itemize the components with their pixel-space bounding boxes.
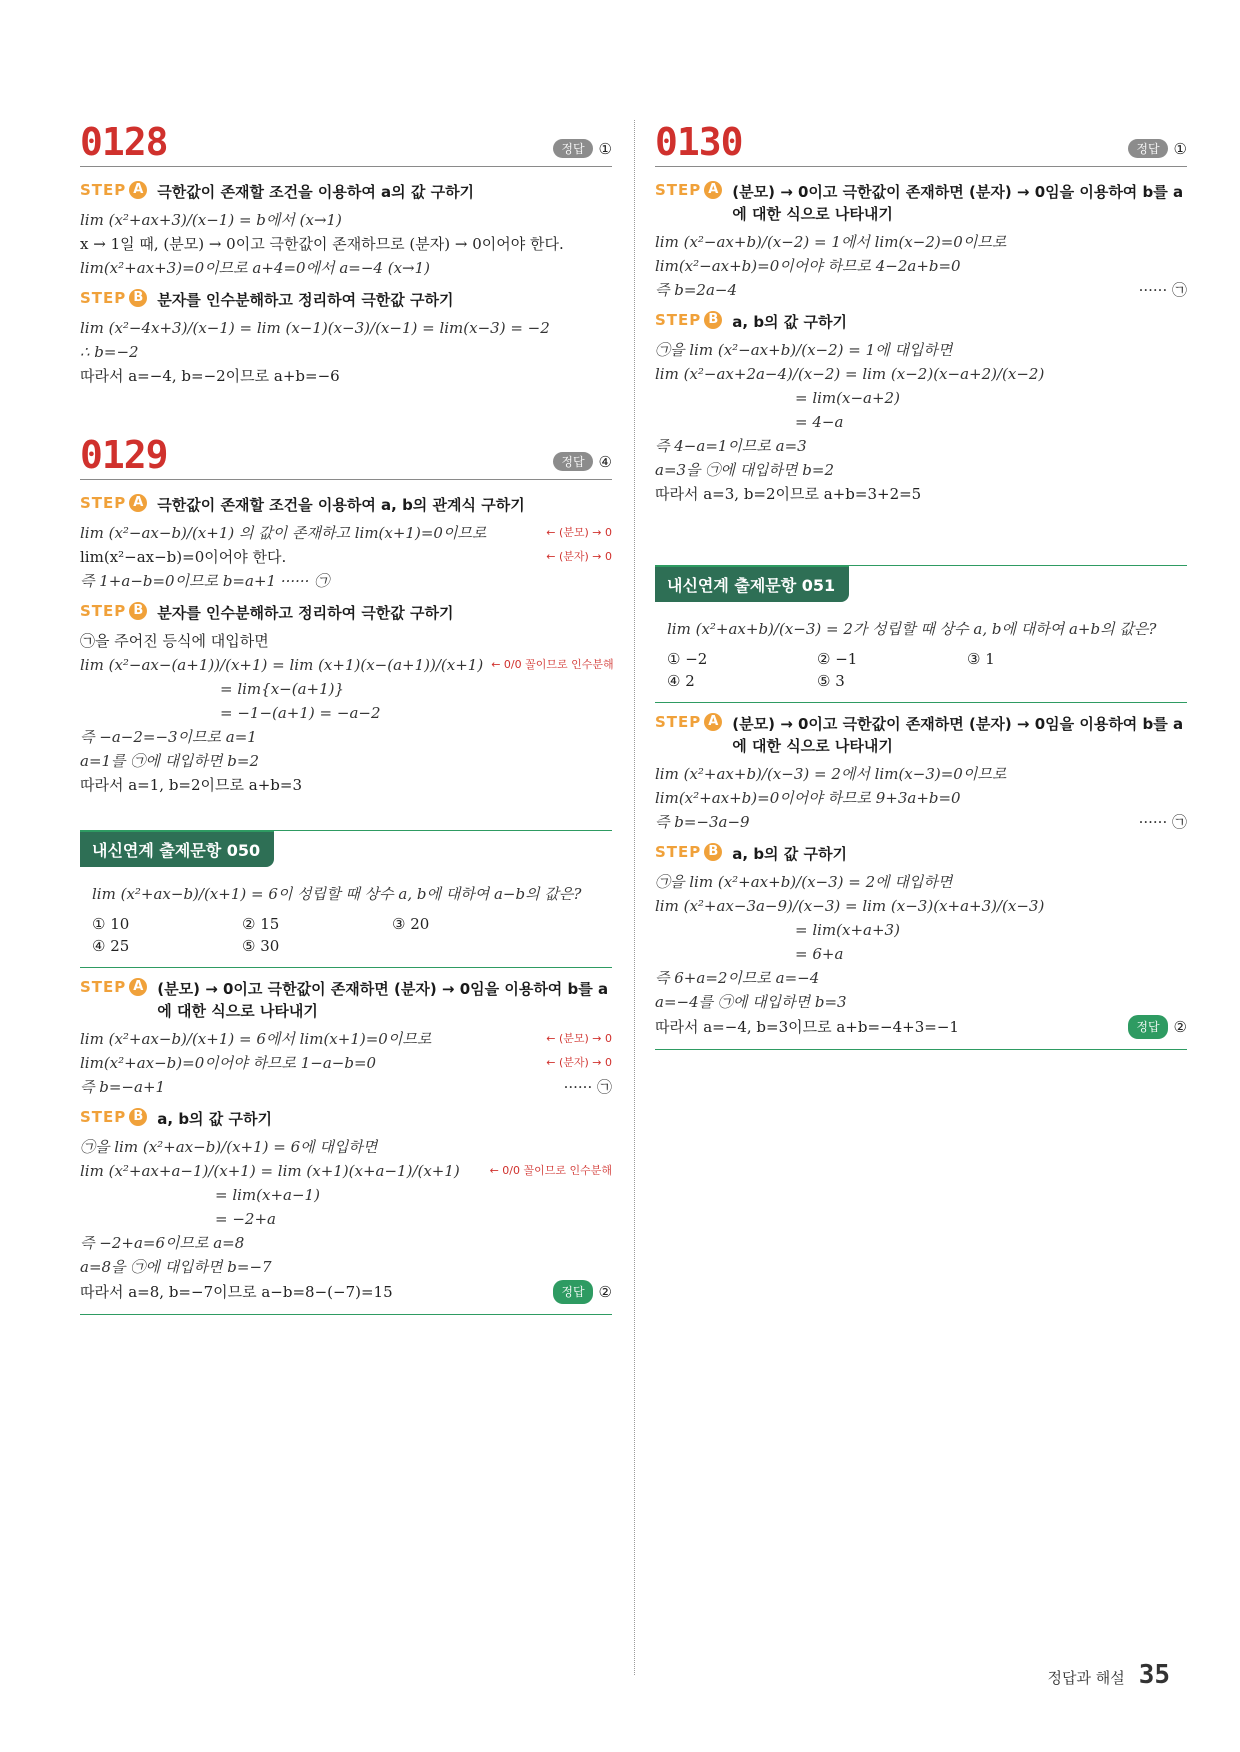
choice-5[interactable]: ⑤ 30 — [242, 937, 280, 955]
answer-value: ② — [1173, 1018, 1187, 1036]
solution-line: lim(x²−ax−b)=0이어야 한다. ← (분자) → 0 — [80, 548, 612, 566]
step-a — [655, 181, 1187, 225]
problem-header — [80, 433, 612, 480]
step-letter-icon: A — [129, 494, 147, 512]
step-a — [80, 181, 612, 203]
answer-value: ④ — [598, 452, 612, 471]
choice-list — [667, 650, 1175, 690]
step-title: (분모) → 0이고 극한값이 존재하면 (분자) → 0임을 이용하여 b를 a에 대한 식으로 나타내기 — [732, 183, 1184, 223]
step-title: (분모) → 0이고 극한값이 존재하면 (분자) → 0임을 이용하여 b를 a에 대한 식으로 나타내기 — [157, 980, 609, 1020]
answer-tag — [553, 1280, 612, 1304]
related-question-051 — [655, 565, 1187, 703]
solution-line: = lim(x+a+3) — [795, 921, 900, 939]
step-tag: STEP B — [80, 289, 147, 307]
problem-header — [655, 120, 1187, 167]
step-tag: STEP B — [80, 602, 147, 620]
left-column — [80, 120, 612, 1315]
step-tag: STEP A — [80, 978, 147, 996]
solution-line: ㉠을 lim (x²−ax+b)/(x−2) = 1에 대입하면 — [655, 341, 953, 359]
choice-1[interactable]: ① −2 — [667, 650, 708, 668]
choice-2[interactable]: ② −1 — [817, 650, 858, 668]
solution-line: lim(x²−ax+b)=0이어야 하므로 4−2a+b=0 — [655, 257, 961, 275]
step-letter-icon: A — [704, 181, 722, 199]
problem-header — [80, 120, 612, 167]
step-letter-icon: B — [704, 311, 722, 329]
step-tag: STEP A — [655, 713, 722, 731]
step-tag: STEP A — [80, 494, 147, 512]
solution-line: lim (x²+ax−b)/(x+1) = 6에서 lim(x+1)=0이므로 ← (분모) → 0 — [80, 1030, 612, 1048]
solution-line: 즉 −2+a=6이므로 a=8 — [80, 1234, 245, 1252]
solution-line: = 6+a — [795, 945, 844, 963]
right-column — [655, 120, 1187, 1050]
solution-line: 즉 1+a−b=0이므로 b=a+1 ······ ㉠ — [80, 572, 330, 590]
solution-line: ∴ b=−2 — [80, 343, 139, 361]
solution-line: 즉 b=2a−4 ······ ㉠ — [655, 281, 1187, 299]
circle-mark: ······ ㉠ — [1138, 813, 1187, 831]
solution-line: 따라서 a=−4, b=3이므로 a+b=−4+3=−1 정답 ② — [655, 1015, 1187, 1039]
solution-line: lim(x²+ax+3)=0이므로 a+4=0에서 a=−4 (x→1) — [80, 259, 431, 277]
column-divider — [634, 120, 635, 1675]
solution-line: 즉 −a−2=−3이므로 a=1 — [80, 728, 257, 746]
question-text: lim (x²+ax+b)/(x−3) = 2가 성립할 때 상수 a, b에 대하여 a+b의 값은? — [667, 620, 1157, 638]
solution-line: a=8을 ㉠에 대입하면 b=−7 — [80, 1258, 272, 1276]
step-a — [80, 494, 612, 516]
solution-line: lim (x²+ax+3)/(x−1) = b에서 (x→1) — [80, 211, 342, 229]
solution-line: 따라서 a=1, b=2이므로 a+b=3 — [80, 776, 303, 794]
answer-value: ② — [598, 1283, 612, 1301]
side-note: ← 0/0 꼴이므로 인수분해 — [491, 658, 614, 671]
answer-badge: 정답 — [553, 1280, 592, 1304]
solution-line: x → 1일 때, (분모) → 0이고 극한값이 존재하므로 (분자) → 0이어야 한다. — [80, 235, 564, 253]
step-tag: STEP B — [80, 1108, 147, 1126]
related-question-050 — [80, 830, 612, 968]
side-note: ← (분자) → 0 — [546, 550, 612, 563]
side-note: ← (분모) → 0 — [546, 526, 612, 539]
solution-line: = 4−a — [795, 413, 844, 431]
step-tag: STEP B — [655, 311, 722, 329]
step-title: (분모) → 0이고 극한값이 존재하면 (분자) → 0임을 이용하여 b를 a에 대한 식으로 나타내기 — [732, 715, 1184, 755]
solution-line: ㉠을 lim (x²+ax+b)/(x−3) = 2에 대입하면 — [655, 873, 953, 891]
solution-line: lim (x²+ax+a−1)/(x+1) = lim (x+1)(x+a−1)/(x+1) ← 0/0 꼴이므로 인수분해 — [80, 1162, 612, 1180]
question-text: lim (x²+ax−b)/(x+1) = 6이 성립할 때 상수 a, b에 대하여 a−b의 값은? — [92, 885, 582, 903]
step-title: a, b의 값 구하기 — [157, 1110, 272, 1128]
solution-line: 따라서 a=8, b=−7이므로 a−b=8−(−7)=15 정답 ② — [80, 1280, 612, 1304]
problem-number: 0130 — [655, 120, 743, 164]
solution-line: = lim(x−a+2) — [795, 389, 900, 407]
choice-1[interactable]: ① 10 — [92, 915, 130, 933]
solution-line: lim (x²−ax+2a−4)/(x−2) = lim (x−2)(x−a+2)/(x−2) — [655, 365, 1045, 383]
answer-badge: 정답 — [553, 452, 592, 471]
related-solution-050 — [80, 978, 612, 1315]
step-b — [655, 843, 1187, 865]
solution-line: lim (x²−ax−b)/(x+1) 의 값이 존재하고 lim(x+1)=0이므로 ← (분모) → 0 — [80, 524, 612, 542]
solution-line: 즉 b=−3a−9 ······ ㉠ — [655, 813, 1187, 831]
step-b — [80, 1108, 612, 1130]
solution-line: lim (x²−4x+3)/(x−1) = lim (x−1)(x−3)/(x−1) = lim(x−3) = −2 — [80, 319, 550, 337]
step-letter-icon: B — [129, 602, 147, 620]
problem-number: 0128 — [80, 120, 168, 164]
answer-badge: 정답 — [1128, 139, 1167, 158]
solution-line: = −2+a — [215, 1210, 276, 1228]
answer-tag — [1128, 139, 1187, 158]
problem-0128 — [80, 120, 612, 387]
step-letter-icon: A — [129, 978, 147, 996]
step-tag: STEP A — [80, 181, 147, 199]
solution-line: lim(x²+ax+b)=0이어야 하므로 9+3a+b=0 — [655, 789, 961, 807]
solution-line: 따라서 a=3, b=2이므로 a+b=3+2=5 — [655, 485, 922, 503]
solution-line: 따라서 a=−4, b=−2이므로 a+b=−6 — [80, 367, 340, 385]
footer-label: 정답과 해설 — [1047, 1669, 1125, 1687]
solution-line: lim(x²+ax−b)=0이어야 하므로 1−a−b=0 ← (분자) → 0 — [80, 1054, 612, 1072]
step-a — [655, 713, 1187, 757]
solution-line: ㉠을 lim (x²+ax−b)/(x+1) = 6에 대입하면 — [80, 1138, 378, 1156]
choice-list — [92, 915, 600, 955]
solution-line: ㉠을 주어진 등식에 대입하면 — [80, 632, 269, 650]
solution-line: a=3을 ㉠에 대입하면 b=2 — [655, 461, 835, 479]
solution-line: = lim(x+a−1) — [215, 1186, 320, 1204]
answer-badge: 정답 — [1128, 1015, 1167, 1039]
related-solution-051 — [655, 713, 1187, 1050]
solution-line: 즉 6+a=2이므로 a=−4 — [655, 969, 820, 987]
problem-0130 — [655, 120, 1187, 505]
solution-line: = lim{x−(a+1)} — [220, 680, 345, 698]
step-title: 분자를 인수분해하고 정리하여 극한값 구하기 — [157, 604, 454, 622]
step-a — [80, 978, 612, 1022]
problem-number: 0129 — [80, 433, 168, 477]
answer-tag — [1128, 1015, 1187, 1039]
answer-value: ① — [598, 139, 612, 158]
page-footer — [1047, 1660, 1170, 1690]
answer-tag — [553, 139, 612, 158]
choice-2[interactable]: ② 15 — [242, 915, 280, 933]
step-letter-icon: A — [129, 181, 147, 199]
solution-line: lim (x²+ax−3a−9)/(x−3) = lim (x−3)(x+a+3)/(x−3) — [655, 897, 1045, 915]
answer-badge: 정답 — [553, 139, 592, 158]
choice-4[interactable]: ④ 25 — [92, 937, 130, 955]
circle-mark: ······ ㉠ — [563, 1078, 612, 1096]
step-letter-icon: B — [129, 1108, 147, 1126]
step-title: a, b의 값 구하기 — [732, 845, 847, 863]
related-question-header: 내신연계 출제문항 051 — [655, 566, 849, 602]
related-question-header: 내신연계 출제문항 050 — [80, 831, 274, 867]
solution-line: a=−4를 ㉠에 대입하면 b=3 — [655, 993, 847, 1011]
circle-mark: ······ ㉠ — [1138, 281, 1187, 299]
side-note: ← 0/0 꼴이므로 인수분해 — [489, 1164, 612, 1177]
step-b — [80, 289, 612, 311]
step-tag: STEP B — [655, 843, 722, 861]
step-letter-icon: B — [129, 289, 147, 307]
solution-line: a=1를 ㉠에 대입하면 b=2 — [80, 752, 260, 770]
choice-5[interactable]: ⑤ 3 — [817, 672, 845, 690]
side-note: ← (분자) → 0 — [546, 1056, 612, 1069]
page-number: 35 — [1138, 1660, 1170, 1690]
step-letter-icon: A — [704, 713, 722, 731]
step-title: a, b의 값 구하기 — [732, 313, 847, 331]
choice-3[interactable]: ③ 20 — [392, 915, 430, 933]
solution-line: 즉 4−a=1이므로 a=3 — [655, 437, 807, 455]
problem-0129 — [80, 433, 612, 796]
solution-line: = −1−(a+1) = −a−2 — [220, 704, 381, 722]
related-question-body — [655, 602, 1187, 690]
solution-line: lim (x²+ax+b)/(x−3) = 2에서 lim(x−3)=0이므로 — [655, 765, 1007, 783]
solution-line: lim (x²−ax−(a+1))/(x+1) = lim (x+1)(x−(a+1))/(x+1) ← 0/0 꼴이므로 인수분해 — [80, 656, 614, 674]
choice-3[interactable]: ③ 1 — [967, 650, 995, 668]
step-b — [655, 311, 1187, 333]
answer-value: ① — [1173, 139, 1187, 158]
step-title: 극한값이 존재할 조건을 이용하여 a의 값 구하기 — [157, 183, 475, 201]
section-end-rule — [80, 1314, 612, 1315]
related-question-body — [80, 867, 612, 955]
side-note: ← (분모) → 0 — [546, 1032, 612, 1045]
step-letter-icon: B — [704, 843, 722, 861]
section-end-rule — [655, 1049, 1187, 1050]
step-title: 분자를 인수분해하고 정리하여 극한값 구하기 — [157, 291, 454, 309]
solution-line: lim (x²−ax+b)/(x−2) = 1에서 lim(x−2)=0이므로 — [655, 233, 1007, 251]
step-b — [80, 602, 612, 624]
step-title: 극한값이 존재할 조건을 이용하여 a, b의 관계식 구하기 — [157, 496, 525, 514]
solution-line: 즉 b=−a+1 ······ ㉠ — [80, 1078, 612, 1096]
step-tag: STEP A — [655, 181, 722, 199]
answer-tag — [553, 452, 612, 471]
choice-4[interactable]: ④ 2 — [667, 672, 695, 690]
